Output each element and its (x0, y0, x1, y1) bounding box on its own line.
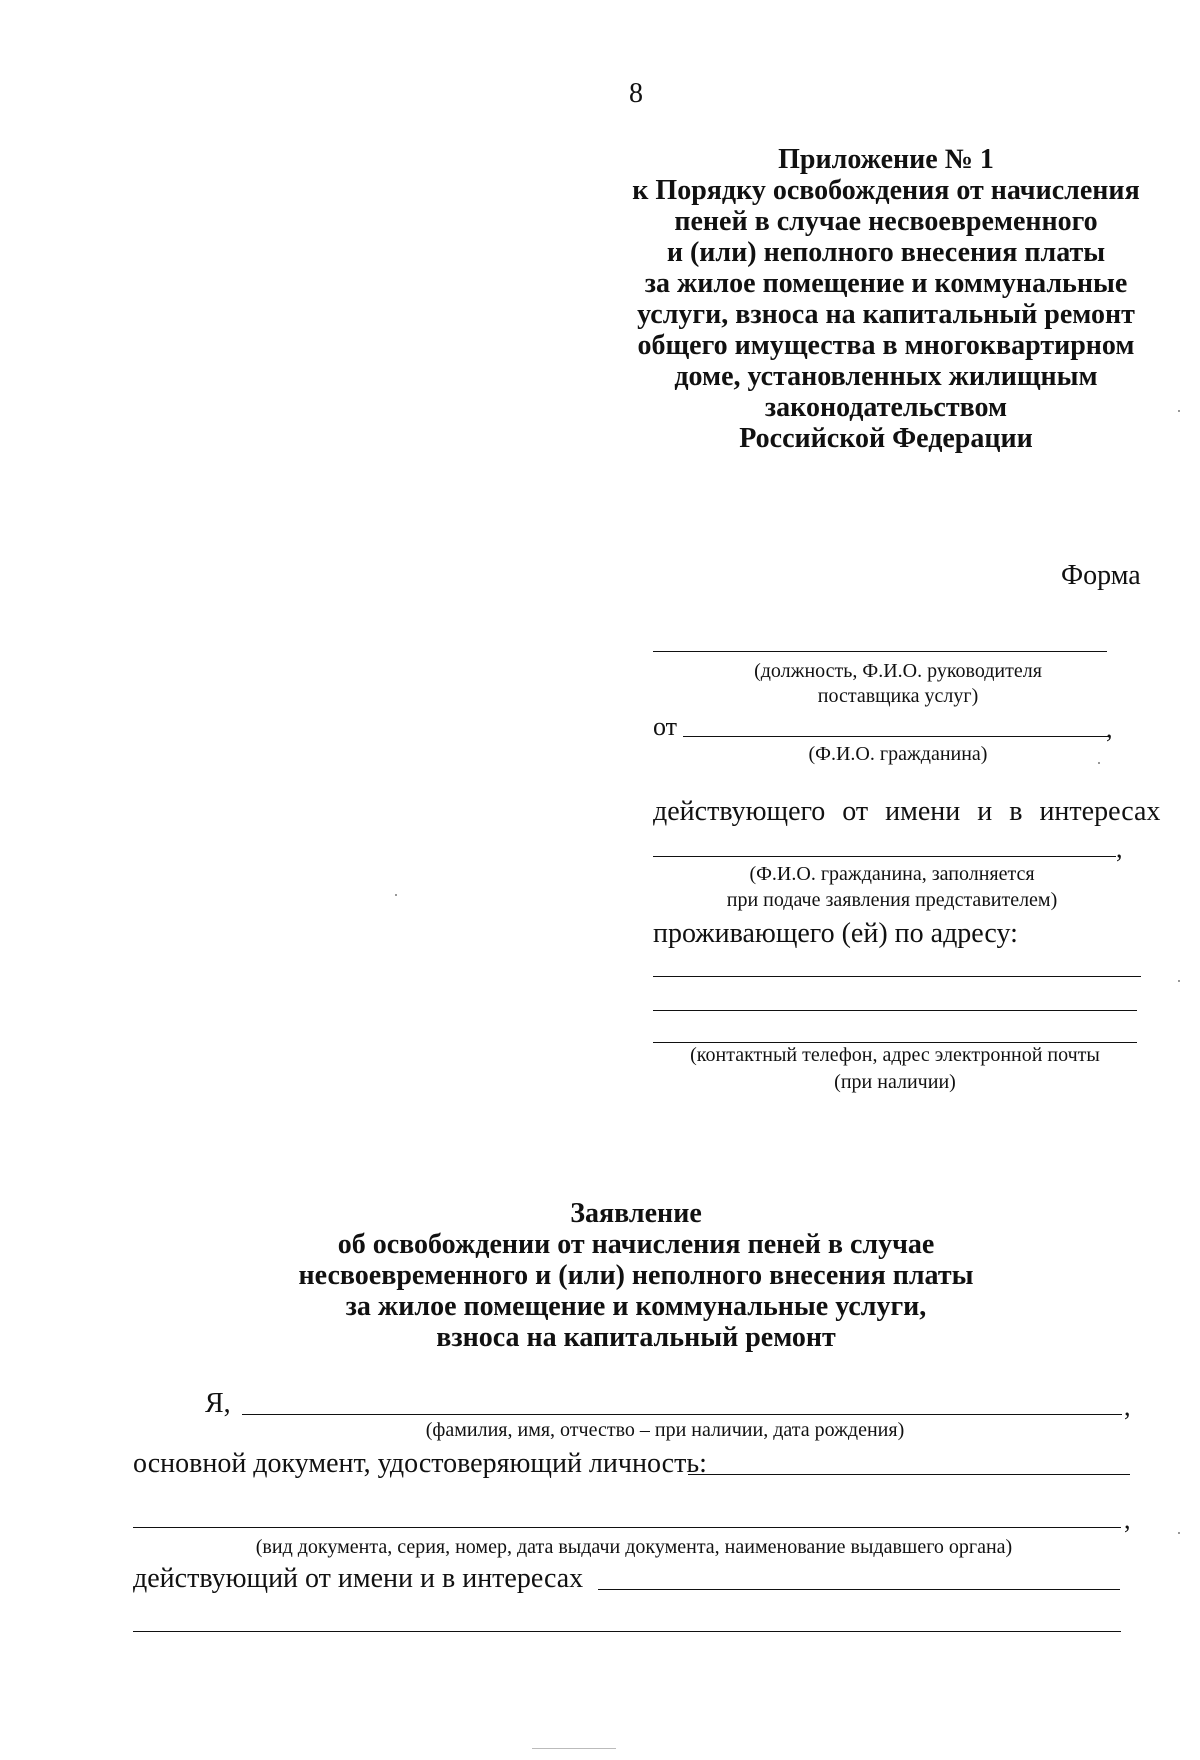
from-label: от (653, 712, 678, 741)
name-hint: (фамилия, имя, отчество – при наличии, дата рождения) (425, 1419, 905, 1441)
rep-hint: при подаче заявления представителем) (726, 889, 1058, 911)
scan-speck (1178, 980, 1180, 982)
page-number: 8 (629, 78, 643, 109)
scan-speck (395, 894, 397, 896)
id-doc-comma: , (1124, 1505, 1131, 1534)
statement-subtitle: взноса на капитальный ремонт (436, 1322, 836, 1353)
annex-line: за жилое помещение и коммунальные (644, 268, 1128, 299)
annex-line: услуги, взноса на капитальный ремонт (637, 299, 1135, 330)
scan-speck (1178, 1532, 1180, 1534)
head-hint: поставщика услуг) (817, 685, 979, 707)
acting-name-line-1 (598, 1589, 1120, 1590)
acting-on-behalf-label: действующего от имени и в интересах (653, 796, 1161, 827)
rep-comma: , (1116, 834, 1123, 863)
rep-hint: (Ф.И.О. гражданина, заполняется (749, 863, 1035, 885)
contact-hint: (контактный телефон, адрес электронной почты (690, 1044, 1100, 1066)
annex-line: Российской Федерации (739, 423, 1033, 454)
acting-label: действующий от имени и в интересах (133, 1563, 584, 1594)
full-name-line (242, 1414, 1122, 1415)
scan-speck (1098, 762, 1100, 764)
id-document-hint: (вид документа, серия, номер, дата выдачи документа, наименование выдавшего органа) (255, 1536, 1013, 1558)
annex-line: пеней в случае несвоевременного (674, 206, 1098, 237)
statement-subtitle: за жилое помещение и коммунальные услуги, (345, 1291, 927, 1322)
scan-speck (1178, 410, 1180, 412)
address-line-1 (653, 976, 1141, 977)
contact-line (653, 1042, 1137, 1043)
annex-line: доме, установленных жилищным (674, 361, 1098, 392)
contact-hint: (при наличии) (834, 1071, 956, 1093)
form-label: Форма (1061, 560, 1141, 591)
statement-subtitle: об освобождении от начисления пеней в случае (337, 1229, 935, 1260)
represented-name-line (653, 856, 1116, 857)
annex-title: Приложение № 1 (778, 144, 994, 175)
statement-subtitle: несвоевременного и (или) неполного внесения платы (298, 1260, 974, 1291)
acting-name-line-2 (133, 1631, 1121, 1632)
annex-line: законодательством (764, 392, 1008, 423)
statement-title: Заявление (570, 1198, 702, 1229)
head-name-line (653, 651, 1107, 652)
id-document-line-1 (688, 1474, 1130, 1475)
citizen-hint: (Ф.И.О. гражданина) (808, 743, 988, 765)
i-comma: , (1124, 1392, 1131, 1421)
scan-artifact-line (532, 1748, 616, 1749)
annex-line: общего имущества в многоквартирном (637, 330, 1135, 361)
id-document-line-2 (133, 1527, 1121, 1528)
residing-label: проживающего (ей) по адресу: (653, 918, 1018, 949)
id-document-label: основной документ, удостоверяющий личность: (133, 1448, 707, 1479)
annex-line: к Порядку освобождения от начисления (632, 175, 1140, 206)
citizen-name-line (683, 736, 1108, 737)
annex-line: и (или) неполного внесения платы (666, 237, 1106, 268)
from-comma: , (1106, 714, 1113, 743)
i-label: Я, (205, 1388, 231, 1419)
address-line-2 (653, 1010, 1137, 1011)
head-hint: (должность, Ф.И.О. руководителя (754, 660, 1042, 682)
